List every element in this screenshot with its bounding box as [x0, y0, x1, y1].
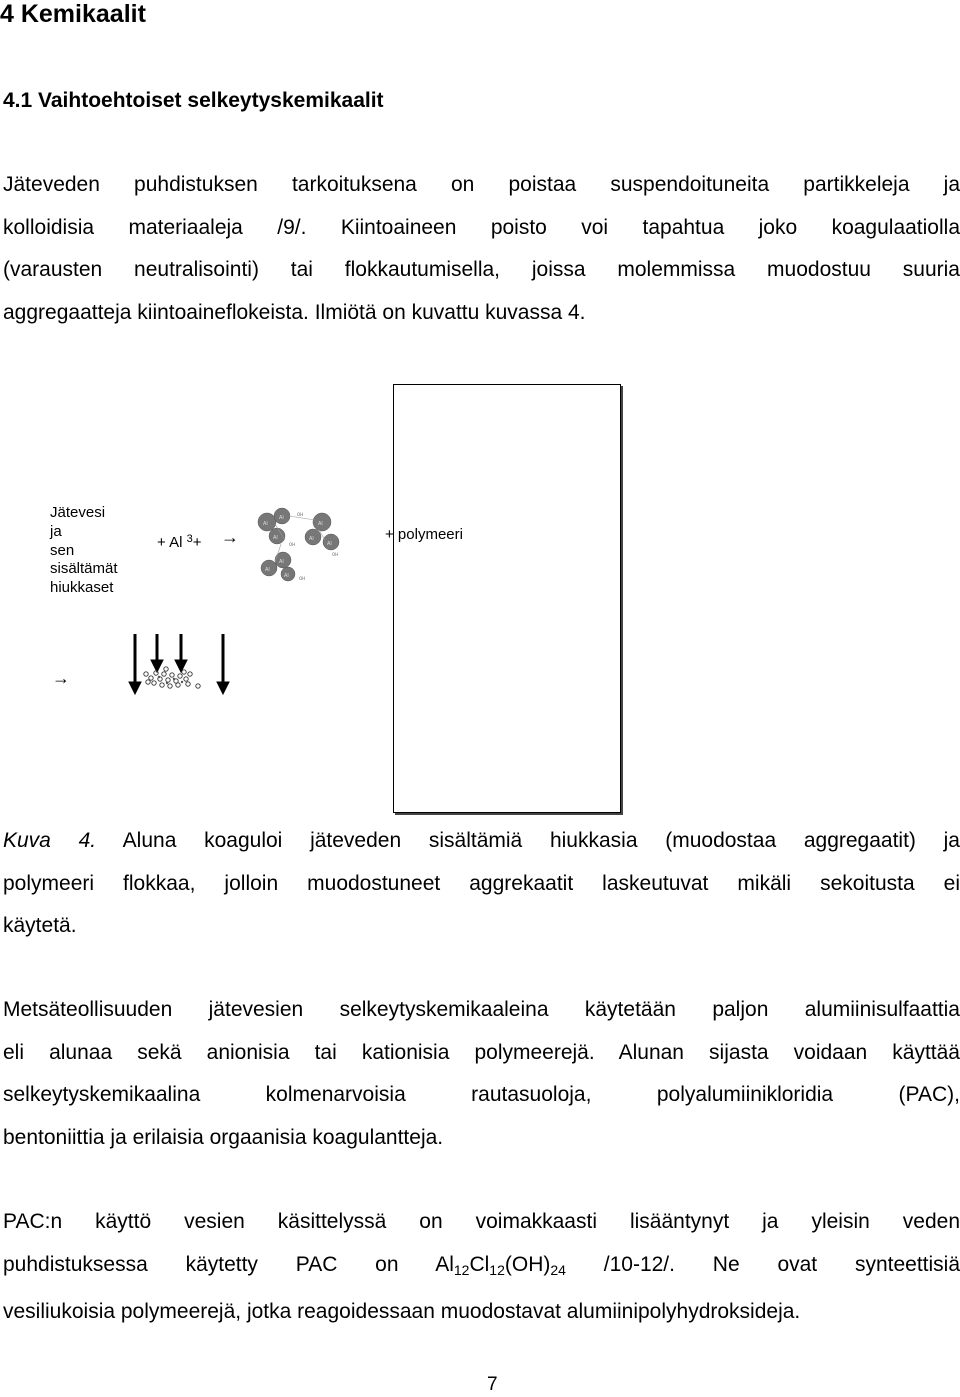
al-mark: Al — [309, 536, 314, 542]
arrow-right-icon: → — [52, 668, 70, 688]
paragraph-line: aggregaatteja kiintoaineflokeista. Ilmiötä on kuvattu kuvassa 4. — [3, 300, 586, 324]
chapter-heading: 4 Kemikaalit — [0, 0, 146, 28]
page-number: 7 — [487, 1374, 498, 1395]
figure-label-line: sisältämät — [50, 560, 118, 578]
oh-mark: OH — [297, 512, 304, 517]
figure-aluminium-label: + Al $^3$+ — [157, 533, 202, 551]
section-heading: 4.1 Vaihtoehtoiset selkeytyskemikaalit — [3, 89, 384, 112]
al-mark: Al — [279, 559, 284, 565]
caption-line: Kuva 4. Aluna koaguloi jäteveden sisältämiä hiukkasia (muodostaa aggregaatit) ja — [3, 829, 960, 852]
paragraph-line: bentoniittia ja erilaisia orgaanisia koagulantteja. — [3, 1125, 444, 1149]
paragraph-line: kolloidisia materiaaleja /9/. Kiintoaineen poisto voi tapahtua joko koagulaatiolla — [3, 215, 960, 239]
figure-caption — [3, 820, 960, 948]
aluminium-aggregate-illustration — [255, 500, 347, 584]
al-mark: Al — [265, 567, 270, 573]
caption-line: polymeeri flokkaa, jolloin muodostuneet aggrekaatit laskeutuvat mikäli sekoitusta ei — [3, 871, 960, 895]
al-mark: Al — [318, 521, 323, 527]
paragraph-line: selkeytyskemikaalina kolmenarvoisia rautasuoloja, polyalumiinikloridia (PAC), — [3, 1083, 960, 1106]
paragraph-line: Metsäteollisuuden jätevesien selkeytyskemikaaleina käytetään paljon alumiinisulfaattia — [3, 998, 960, 1021]
paragraph-line: Jäteveden puhdistuksen tarkoituksena on poistaa suspendoituneita partikkeleja ja — [3, 173, 960, 196]
caption-line: käytetä. — [3, 914, 77, 937]
al-mark: Al — [279, 515, 284, 521]
al-mark: Al — [263, 521, 268, 527]
oh-mark: OH — [289, 542, 296, 547]
paragraph-pac — [3, 1201, 960, 1334]
oh-mark: OH — [332, 552, 339, 557]
paragraph-line: (varausten neutralisointi) tai flokkautumisella, joissa molemmissa muodostuu suuria — [3, 258, 960, 281]
figure-wastewater-label — [50, 504, 118, 598]
paragraph-line-formula: puhdistuksessa käytetty PAC on $Al_{12}Cl_{12}(OH)_{24}$ /10-12/. Ne ovat synteettisiä — [3, 1252, 960, 1278]
paragraph-line: PAC:n käyttö vesien käsittelyssä on voimakkaasti lisääntynyt ja yleisin veden — [3, 1210, 960, 1233]
al-mark: Al — [273, 535, 278, 541]
sedimentation-illustration — [126, 632, 236, 700]
caption-label: Kuva 4. — [3, 829, 97, 852]
paragraph-intro — [3, 164, 960, 334]
figure-label-line: sen — [50, 541, 75, 559]
al-mark: Al — [327, 541, 332, 547]
paragraph-line: vesiliukoisia polymeerejä, jotka reagoidessaan muodostavat alumiinipolyhydroksideja. — [3, 1300, 801, 1323]
al-mark: Al — [284, 573, 289, 579]
arrow-right-icon: → — [221, 527, 239, 547]
figure-polymer-label: + polymeeri — [385, 526, 463, 543]
figure-label-line: hiukkaset — [50, 579, 114, 597]
paragraph-chemicals — [3, 989, 960, 1159]
oh-mark: OH — [299, 576, 306, 581]
paragraph-line: eli alunaa sekä anionisia tai kationisia polymeerejä. Alunan sijasta voidaan käyttää — [3, 1040, 960, 1064]
figure-label-line: Jätevesi — [50, 504, 106, 521]
figure-label-line: ja — [50, 522, 62, 540]
figure-box — [393, 384, 621, 813]
